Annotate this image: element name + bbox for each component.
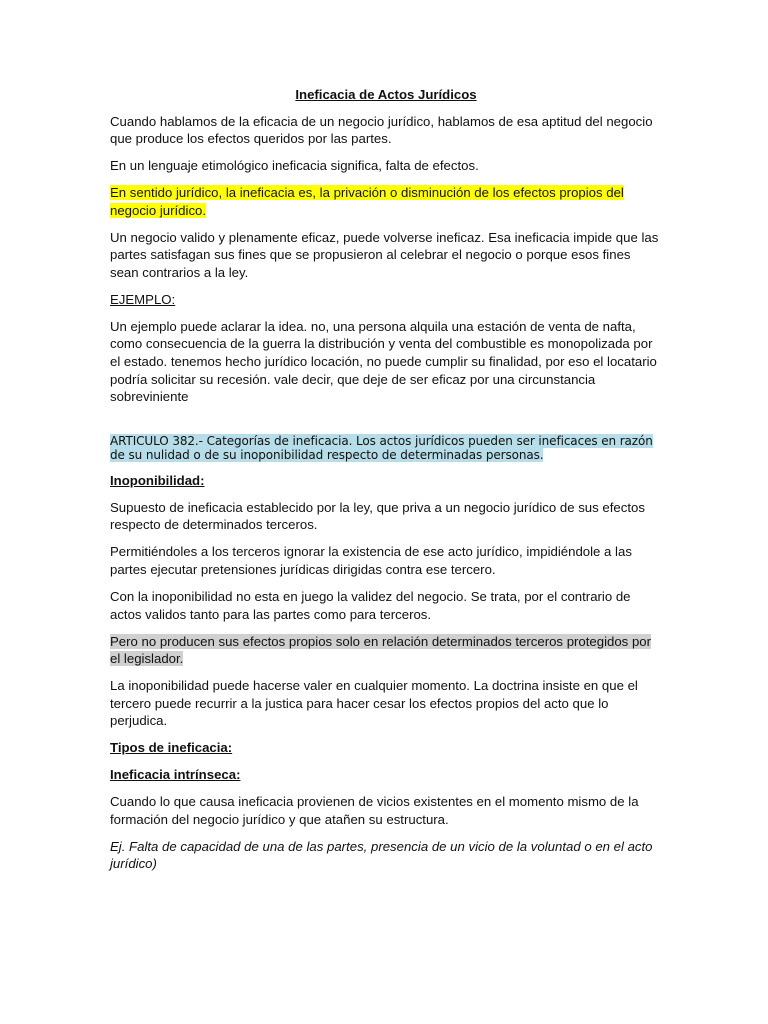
paragraph-ejemplo: Un ejemplo puede aclarar la idea. no, una persona alquila una estación de venta de nafta, como consecuencia de la guerra la distribución y venta del combustible es monopolizada por el estado. tenemos hecho jurídico locación, no puede cumplir su finalidad, por eso el locatario podría solicitar su recesión. vale decir, que deje de ser eficaz por una circunstancia sobreviniente [110,318,657,405]
paragraph-sentido-juridico [110,184,662,219]
paragraph-supuesto: Supuesto de ineficacia establecido por la ley, que priva a un negocio jurídico de sus efectos respecto de determinados terceros. [110,499,645,533]
highlighted-definition: En sentido jurídico, la ineficacia es, la privación o disminución de los efectos propios del negocio jurídico. [110,185,624,218]
example-heading: EJEMPLO: [110,291,176,307]
paragraph-doctrina: La inoponibilidad puede hacerse valer en cualquier momento. La doctrina insiste en que el tercero puede recurrir a la justica para hacer cesar los efectos propios del acto que lo perjudica. [110,678,638,729]
paragraph-negocio-valido: Un negocio valido y plenamente eficaz, puede volverse ineficaz. Esa ineficacia impide que las partes satisfagan sus fines que se propusieron al celebrar el negocio o porque esos fines sean contrarios a la ley. [110,229,659,280]
paragraph-ejemplo-capacidad: Ej. Falta de capacidad de una de las partes, presencia de un vicio de la voluntad o en el acto jurídico) [110,838,653,872]
intrinseca-heading: Ineficacia intrínseca: [110,767,241,783]
article-382 [110,434,662,462]
highlighted-article: ARTICULO 382.- Categorías de ineficacia. Los actos jurídicos pueden ser ineficaces en razón de su nulidad o de su inoponibilidad respecto de determinadas personas. [110,433,653,462]
paragraph-terceros-protegidos [110,633,662,668]
document-title: Ineficacia de Actos Jurídicos [295,87,477,102]
tipos-heading: Tipos de ineficacia: [110,740,233,756]
paragraph-eficacia: Cuando hablamos de la eficacia de un negocio jurídico, hablamos de esa aptitud del negocio que produce los efectos queridos por las partes. [110,113,653,147]
paragraph-validez: Con la inoponibilidad no esta en juego la validez del negocio. Se trata, por el contrario de actos validos tanto para las partes como para terceros. [110,589,631,622]
paragraph-vicios: Cuando lo que causa ineficacia provienen de vicios existentes en el momento mismo de la formación del negocio jurídico y que atañen su estructura. [110,794,639,827]
paragraph-etimologia: En un lenguaje etimológico ineficacia significa, falta de efectos. [110,158,479,174]
document-page [110,86,662,882]
paragraph-permitiendoles: Permitiéndoles a los terceros ignorar la existencia de ese acto jurídico, impidiéndole a las partes ejecutar pretensiones jurídicas dirigidas contra ese tercero. [110,544,632,578]
highlighted-terceros: Pero no producen sus efectos propios solo en relación determinados terceros protegidos por el legislador. [110,633,652,667]
inoponibilidad-heading: Inoponibilidad: [110,472,205,488]
